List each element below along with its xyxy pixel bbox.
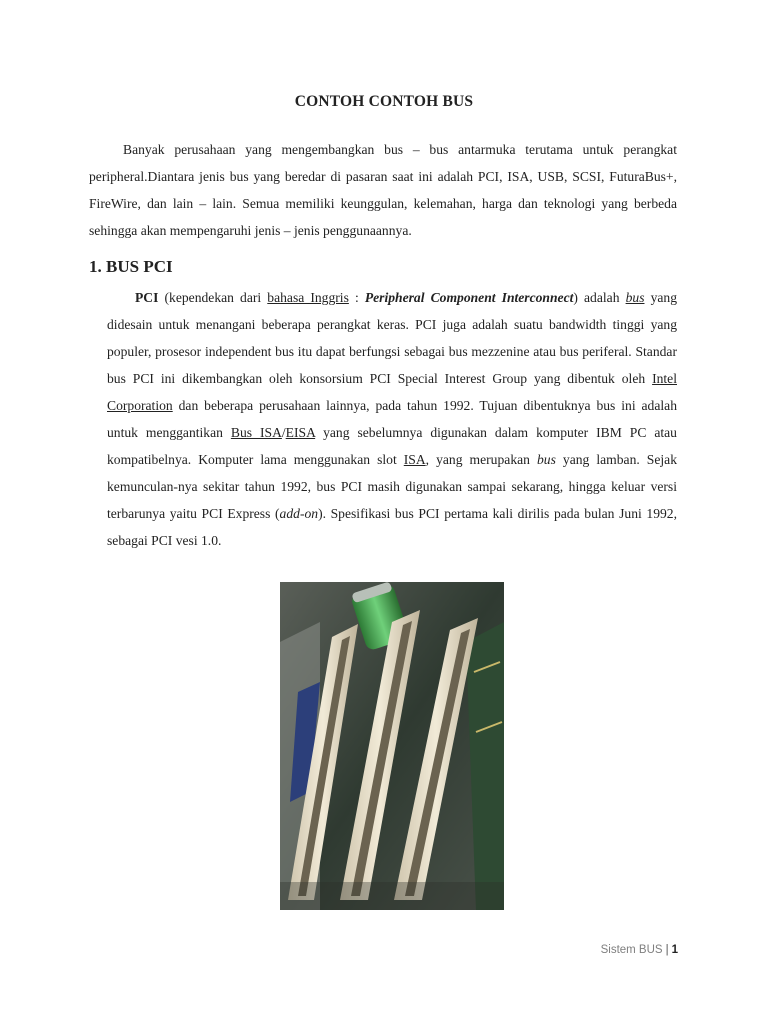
link-intel-corporation[interactable]: Intel Corporation <box>107 371 677 413</box>
pci-paragraph <box>107 284 677 554</box>
page-number: 1 <box>671 944 678 956</box>
text-fragment: : <box>348 290 365 305</box>
term-full-name: Peripheral Component Interconnect <box>364 290 574 305</box>
footer-separator: | <box>665 944 669 956</box>
text-fragment: dan beberapa perusahaan lainnya, pada tahun 1992. Tujuan dibentuknya bus ini adalah untuk menggantikan <box>107 398 677 440</box>
board-shadow <box>280 882 504 910</box>
section-heading-bus-pci: 1. BUS PCI <box>89 257 173 276</box>
term-pci: PCI <box>135 290 159 305</box>
text-fragment: ). Spesifikasi bus PCI pertama kali dirilis pada bulan Juni 1992, sebagai PCI vesi 1.0. <box>107 506 677 548</box>
term-add-on: add-on <box>279 506 319 521</box>
pci-slot-photo <box>280 582 504 910</box>
pci-slot-illustration <box>280 582 504 910</box>
text-fragment: , yang merupakan <box>425 452 537 467</box>
text-fragment: yang sebelumnya digunakan dalam komputer IBM PC atau kompatibelnya. Komputer lama menggunakan slot <box>107 425 677 467</box>
intro-paragraph: Banyak perusahaan yang mengembangkan bus – bus antarmuka terutama untuk perangkat peripheral.Diantara jenis bus yang beredar di pasaran saat ini adalah PCI, ISA, USB, SCSI, FuturaBus+, FireWire, dan lain – lain. Semua memiliki keunggulan, kelemahan, harga dan teknologi yang berbeda sehingga akan mempengaruhi jenis – jenis penggunaannya. <box>89 142 677 238</box>
link-bahasa-inggris[interactable]: bahasa Inggris <box>267 290 349 305</box>
link-isa[interactable]: ISA <box>403 452 426 467</box>
text-fragment: (kependekan dari <box>158 290 268 305</box>
text-fragment: ) adalah <box>573 290 626 305</box>
link-bus[interactable]: bus <box>625 290 645 305</box>
footer-label: Sistem BUS <box>600 944 663 956</box>
term-bus-italic: bus <box>536 452 556 467</box>
link-eisa[interactable]: EISA <box>285 425 316 440</box>
page-footer <box>601 944 678 956</box>
text-fragment: / <box>281 425 286 440</box>
link-bus-isa[interactable]: Bus ISA <box>230 425 282 440</box>
text-fragment: yang didesain untuk menangani beberapa perangkat keras. PCI juga adalah suatu bandwidth tinggi yang populer, prosesor independent bus itu dapat berfungsi sebagai bus mezzenine atau bus periferal. Standar bus PCI ini dikembangkan oleh konsorsium PCI Special Interest Group yang dibentuk oleh <box>107 290 678 386</box>
page-title: CONTOH CONTOH BUS <box>294 93 474 110</box>
text-fragment: yang lamban. Sejak kemunculan-nya sekitar tahun 1992, bus PCI masih digunakan sampai sekarang, hingga keluar versi terbarunya yaitu PCI Express ( <box>107 452 677 521</box>
